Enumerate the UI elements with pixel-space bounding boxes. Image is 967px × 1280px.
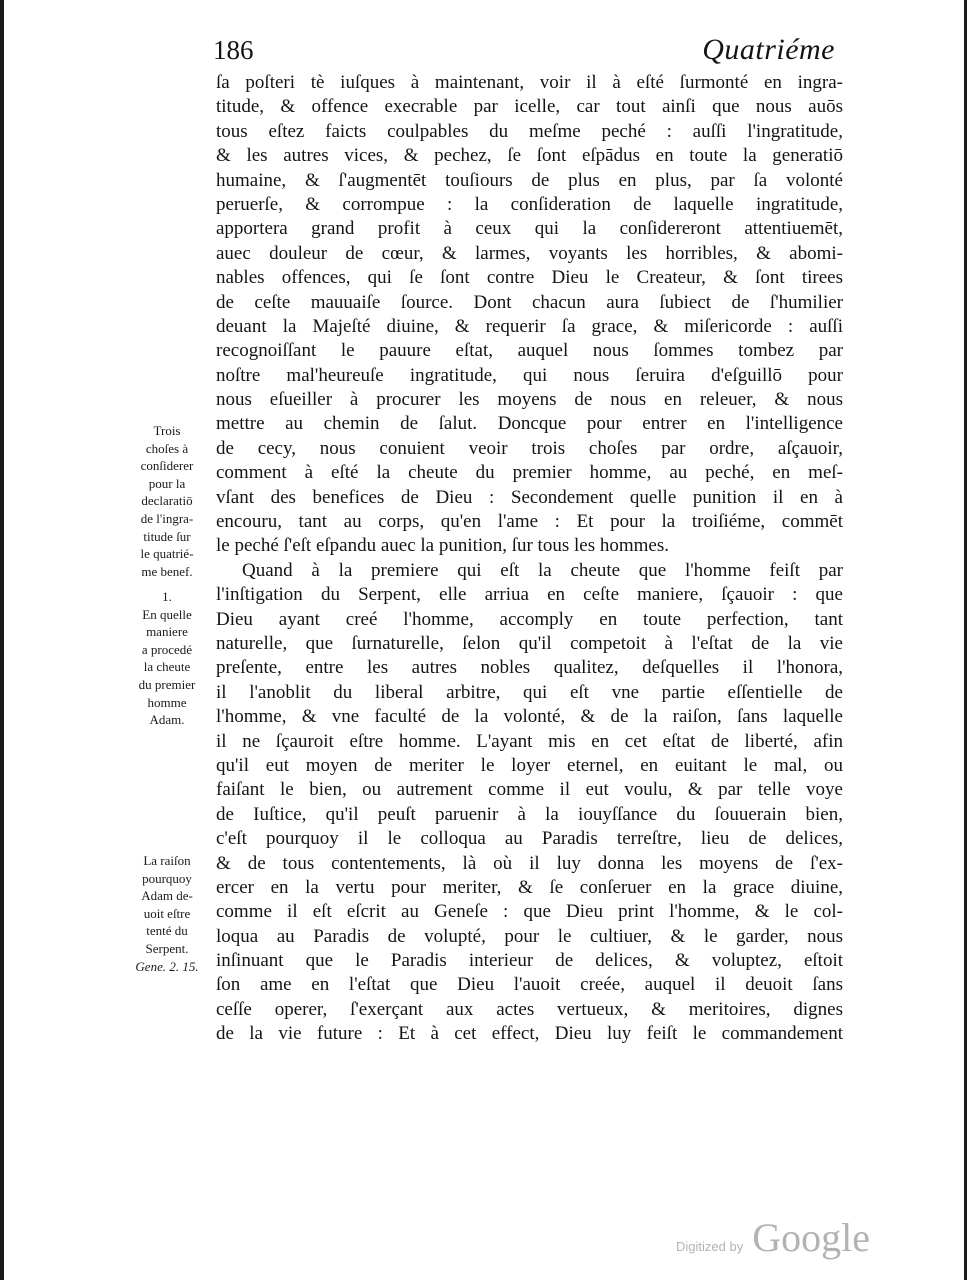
body-line: le peché ſ'eſt eſpandu auec la punition, ſur tous les hommes. [216,535,669,557]
body-line: encouru, tant au corps, qu'en l'ame : Et pour la troiſiéme, commēt [216,511,843,533]
margin-note-line: Trois [153,423,181,438]
body-line: il ne ſçauroit eſtre homme. L'ayant mis en cet eſtat de liberté, afin [216,730,843,752]
body-line: inſinuant que le Paradis interieur de delices, & voluptez, eſtoit [216,950,843,972]
page-edge-left [0,0,4,1280]
body-line: peruerſe, & corrompue : la conſideration de laquelle ingratitude, [216,193,843,215]
margin-note-line: conſiderer [140,458,194,474]
running-title: Quatriéme [702,33,835,66]
margin-note-three-things [127,422,207,580]
margin-note-line: 1. [162,589,172,604]
body-line: preſente, entre les autres nobles qualitez, deſquelles il l'honora, [216,657,843,679]
body-line: Dieu ayant creé l'homme, accomply en toute perfection, tant [216,608,843,630]
margin-note-line: Adam de- [141,888,193,904]
body-line: comment à eſté la cheute du premier homme, au peché, en meſ- [216,462,843,484]
body-line: noſtre mal'heureuſe ingratitude, qui nous ſeruira d'eſguillō pour [216,364,843,386]
margin-note-line: tenté du [146,923,188,939]
digitized-watermark [676,1214,870,1264]
body-line: & les autres vices, & pechez, ſe ſont eſpādus en toute la generatiō [216,145,843,167]
margin-note-line: Serpent. [145,940,189,956]
margin-note-line: homme [147,694,187,710]
body-line: ceſſe operer, ſ'exerçant aux actes vertueux, & meritoires, dignes [216,998,843,1020]
body-line: tous eſtez faicts coulpables du meſme peché : auſſi l'ingratitude, [216,120,843,142]
body-line: auec douleur de cœur, & larmes, voyants les horribles, & abomi- [216,242,843,264]
body-line: Quand à la premiere qui eſt la cheute que l'homme feiſt par [242,559,843,581]
margin-note-line: maniere [146,624,188,640]
running-head [213,32,843,68]
body-line: de Iuſtice, qu'il peuſt paruenir à la iouyſſance du ſouuerain bien, [216,803,843,825]
body-line: vſant des benefices de Dieu : Secondement quelle punition il en à [216,486,843,508]
margin-note-line: La raiſon [143,853,191,868]
margin-note-line: le quatrié- [140,546,194,562]
body-line: & de tous contentements, là où il luy donna les moyens de ſ'ex- [216,852,843,874]
body-line: nous eſueiller à procurer les moyens de nous en releuer, & nous [216,389,843,411]
body-line: il l'anoblit du liberal arbitre, qui eſt vne partie eſſentielle de [216,681,843,703]
margin-note-line: declaratiō [141,493,193,509]
google-logo: Google [752,1215,871,1260]
body-line: loqua au Paradis de volupté, pour le cultiuer, & le garder, nous [216,925,843,947]
body-line: l'homme, & vne faculté de la volonté, & de la raiſon, ſans laquelle [216,706,843,728]
body-line: deuant la Majeſté diuine, & requerir ſa grace, & miſericorde : auſſi [216,315,843,337]
body-line: de la vie future : Et à cet effect, Dieu luy feiſt le commandement [216,1023,843,1045]
body-text [216,71,843,1047]
body-line: de ceſte mauuaiſe ſource. Dont chacun aura ſubiect de ſ'humilier [216,291,843,313]
body-line: nables offences, qui ſe ſont contre Dieu le Createur, & ſont tirees [216,267,843,289]
body-line: qu'il eut moyen de meriter le loyer eternel, en euitant le mal, ou [216,754,843,776]
margin-note-line: En quelle [142,606,192,622]
body-line: comme il eſt eſcrit au Geneſe : que Dieu print l'homme, & le col- [216,901,843,923]
margin-note-line: de l'ingra- [140,510,194,526]
body-line: humaine, & ſ'augmentēt touſiours de plus en plus, par ſa volonté [216,169,843,191]
body-line: naturelle, que ſurnaturelle, ſelon qu'il competoit à l'eſtat de la vie [216,632,843,654]
margin-note-line: pour la [148,475,186,491]
margin-note-line: a procedé [141,641,193,657]
body-line: ſa poſteri tè iuſques à maintenant, voir il à eſté ſurmonté en ingra- [216,72,843,93]
margin-note-line: choſes à [145,440,189,456]
body-line: titude, & offence execrable par icelle, car tout ainſi que nous auōs [216,96,843,118]
body-line: de cecy, nous conuient veoir trois choſes par ordre, aſçauoir, [216,437,843,459]
margin-note-line: pourquoy [142,870,192,886]
margin-note-fall-of-adam [127,588,207,729]
scripture-reference: Gene. 2. 15. [135,958,199,974]
margin-note-line: du premier [138,676,196,692]
margin-note-line: Adam. [149,712,185,728]
margin-note-line: me benef. [141,563,193,579]
body-line: faiſant le bien, ou autrement comme il eut voulu, & par telle voye [216,779,843,801]
body-line: ercer en la vertu pour meriter, & ſe conſeruer en la grace diuine, [216,876,843,898]
body-line: recognoiſſant le pauure eſtat, auquel nous ſommes tombez par [216,340,843,362]
margin-note-line: uoit eſtre [143,905,191,921]
margin-note-serpent-reason [127,852,207,975]
body-line: mettre au chemin de ſalut. Doncque pour entrer en l'intelligence [216,413,843,435]
body-line: c'eſt pourquoy il le colloqua au Paradis terreſtre, lieu de delices, [216,828,843,850]
page-number: 186 [213,35,254,65]
margin-note-line: titude ſur [143,528,191,544]
body-line: ſon ame en l'eſtat que Dieu l'auoit creée, auquel il deuoit ſans [216,974,843,996]
body-line: apportera grand profit à ceux qui la conſidereront attentiuemēt, [216,218,843,240]
margin-note-line: la cheute [143,659,191,675]
watermark-prefix: Digitized by [676,1239,744,1254]
body-line: l'inſtigation du Serpent, elle arriua en ceſte maniere, ſçauoir : que [216,584,843,606]
